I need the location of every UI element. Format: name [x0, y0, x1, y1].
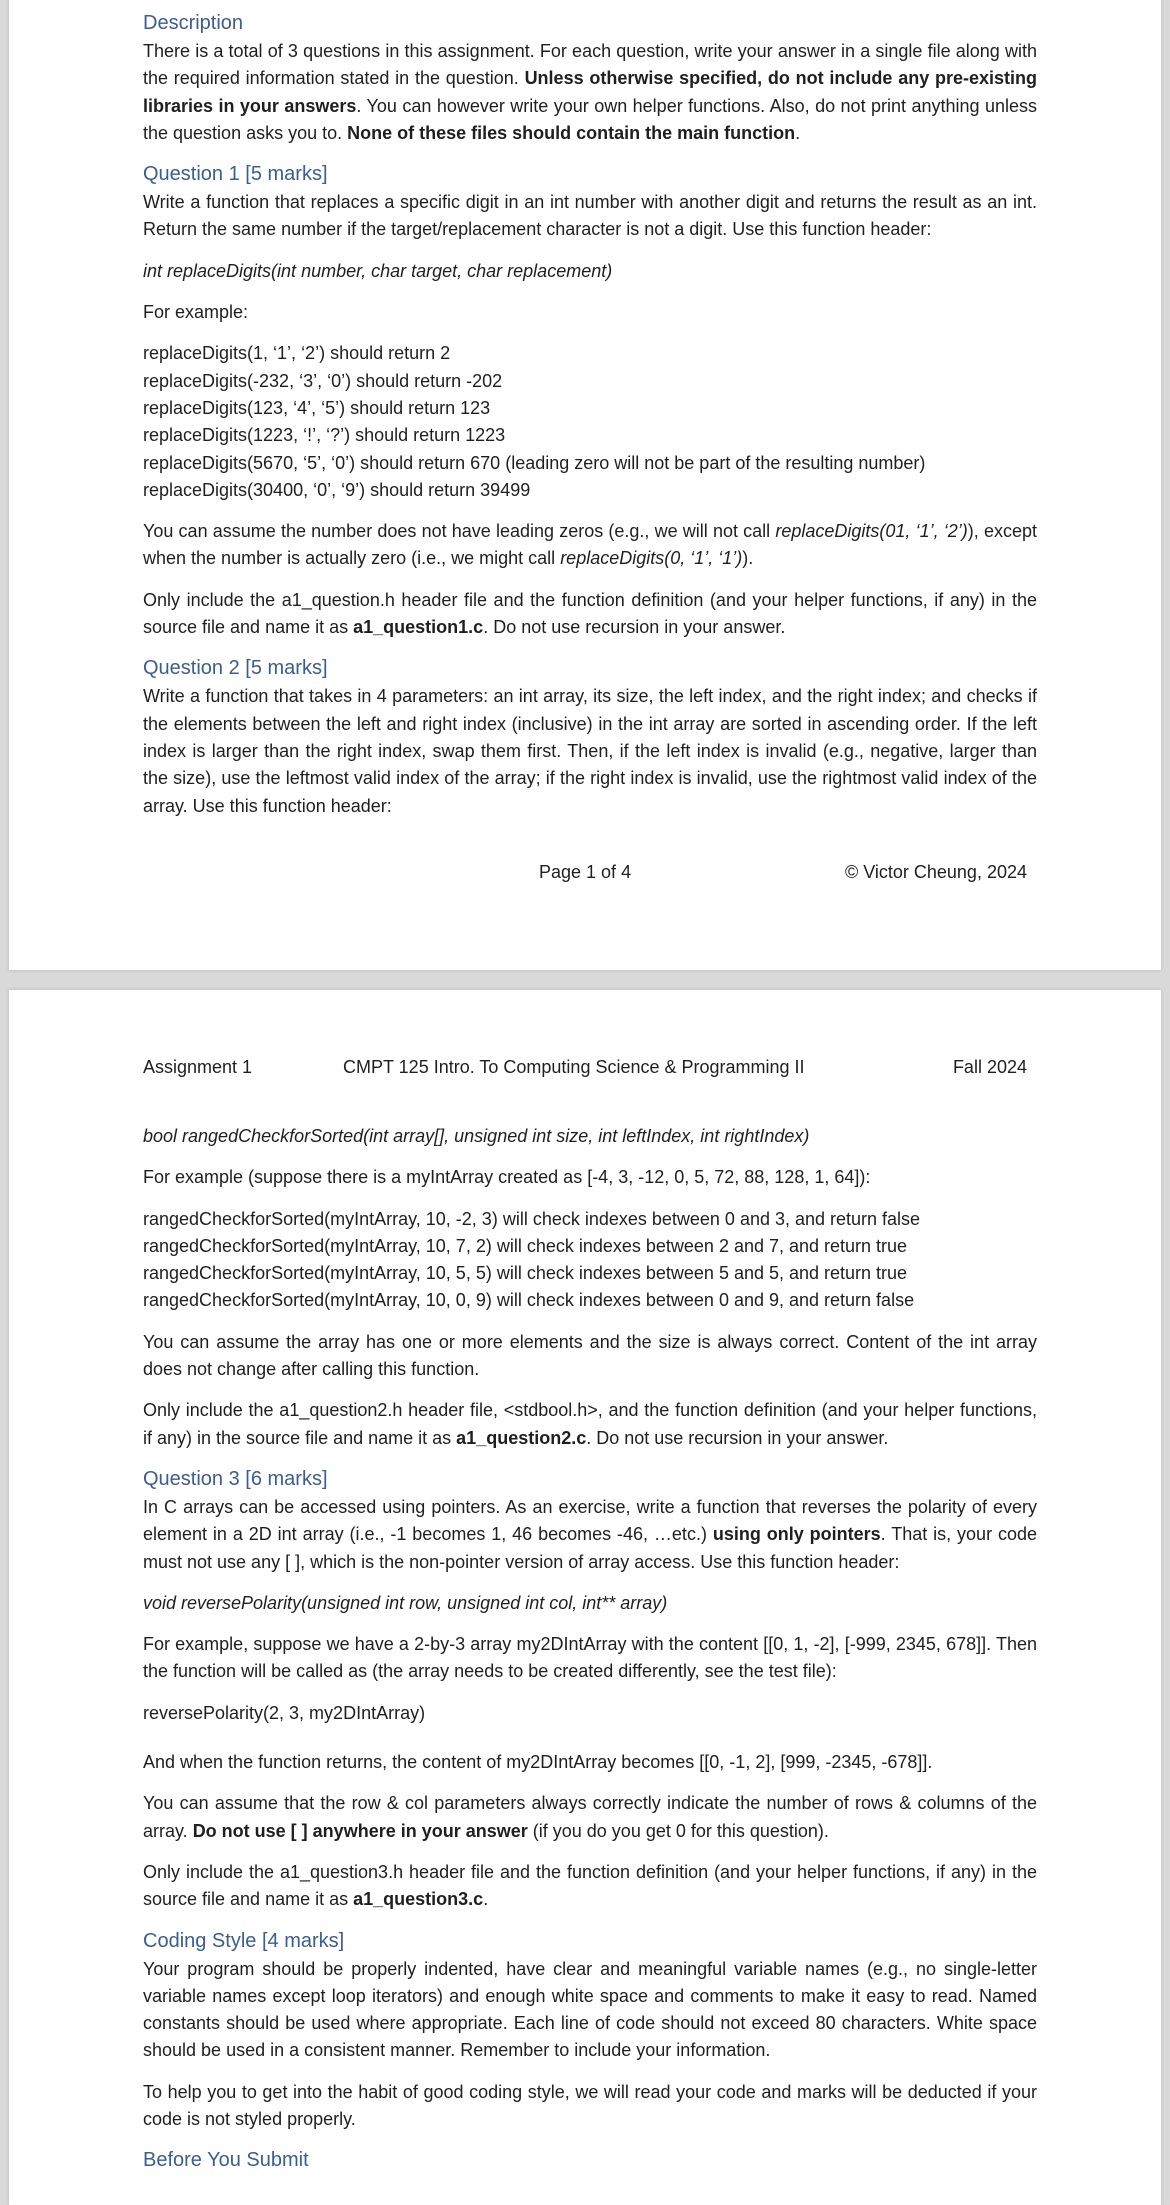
- example-line: rangedCheckforSorted(myIntArray, 10, -2, 3) will check indexes between 0 and 3, and return false: [143, 1208, 921, 1229]
- question-1-examples: [143, 340, 1037, 504]
- question-3-result: And when the function returns, the content of my2DIntArray becomes [[0, -1, 2], [999, -2345, -678]].: [143, 1752, 933, 1773]
- document-page-1: [9, 0, 1161, 970]
- question-3-assumption: You can assume that the row & col parameters always correctly indicate the number of rows & columns of the array. Do not use [ ] anywhere in your answer (if you do you get 0 for this question).: [143, 1793, 1037, 1841]
- example-line: replaceDigits(123, ‘4’, ‘5’) should return 123: [143, 397, 491, 418]
- example-line: replaceDigits(1223, ‘!’, ‘?’) should return 1223: [143, 425, 506, 446]
- header-term: Fall 2024: [952, 1057, 1027, 1077]
- example-line: rangedCheckforSorted(myIntArray, 10, 0, 9) will check indexes between 0 and 9, and return false: [143, 1290, 915, 1311]
- question-3-heading: Question 3 [6 marks]: [143, 1467, 328, 1490]
- example-line: rangedCheckforSorted(myIntArray, 10, 5, 5) will check indexes between 5 and 5, and return true: [143, 1263, 908, 1284]
- question-1-function-header: int replaceDigits(int number, char target, char replacement): [143, 260, 613, 281]
- question-3-paragraph: In C arrays can be accessed using pointers. As an exercise, write a function that reverses the polarity of every element in a 2D int array (i.e., -1 becomes 1, 46 becomes -46, …etc.) using only pointers. That is, your code must not use any [ ], which is the non-pointer version of array access. Use this function header:: [143, 1496, 1037, 1572]
- example-line: replaceDigits(-232, ‘3’, ‘0’) should return -202: [143, 370, 503, 391]
- page-2-content: [143, 1123, 1037, 2175]
- coding-style-heading: Coding Style [4 marks]: [143, 1929, 345, 1952]
- question-3-call: reversePolarity(2, 3, my2DIntArray): [143, 1702, 426, 1723]
- description-paragraph: There is a total of 3 questions in this assignment. For each question, write your answer in a single file along with the required information stated in the question. Unless otherwise specified, do not include any pre-existing libraries in your answers. You can however write your own helper functions. Also, do not print anything unless the question asks you to. None of these files should contain the main function.: [143, 41, 1037, 143]
- page-number: Page 1 of 4: [539, 862, 632, 882]
- example-line: rangedCheckforSorted(myIntArray, 10, 7, 2) will check indexes between 2 and 7, and return true: [143, 1235, 908, 1256]
- header-assignment: Assignment 1: [143, 1057, 253, 1077]
- question-2-paragraph: Write a function that takes in 4 parameters: an int array, its size, the left index, and the right index; and checks if the elements between the left and right index (inclusive) in the int array are sorted in ascending order. If the left index is larger than the right index, swap them first. Then, if the left index is invalid (e.g., negative, larger than the size), use the leftmost valid index of the array; if the right index is invalid, use the rightmost valid index of the array. Use this function header:: [143, 686, 1037, 816]
- copyright-notice: © Victor Cheung, 2024: [844, 862, 1027, 882]
- question-1-include-note: Only include the a1_question.h header file and the function definition (and your helper functions, if any) in the source file and name it as a1_question1.c. Do not use recursion in your answer.: [143, 589, 1037, 638]
- question-1-for-example: For example:: [143, 302, 249, 323]
- question-2-heading: Question 2 [5 marks]: [143, 657, 328, 680]
- before-you-submit-heading: Before You Submit: [143, 2149, 309, 2172]
- question-2-assumption: You can assume the array has one or more elements and the size is always correct. Content of the int array does not change after calling this function.: [143, 1331, 1037, 1380]
- coding-style-paragraph: Your program should be properly indented, have clear and meaningful variable names (e.g., no single-letter variable names except loop iterators) and enough white space and comments to make it easy to read. Named constants should be used where appropriate. Each line of code should not exceed 80 characters. White space should be used in a consistent manner. Remember to include your information.: [143, 1958, 1037, 2061]
- document-page-2: [9, 990, 1161, 2205]
- header-course: CMPT 125 Intro. To Computing Science & Programming II: [343, 1057, 805, 1077]
- question-1-assumption: You can assume the number does not have leading zeros (e.g., we will not call replaceDigits(01, ‘1’, ‘2’)), except when the number is actually zero (i.e., we might call replaceDigits(0, ‘1’, ‘1’)).: [143, 521, 1038, 569]
- question-1-heading: Question 1 [5 marks]: [143, 163, 328, 186]
- question-3-example: For example, suppose we have a 2-by-3 array my2DIntArray with the content [[0, 1, -2], [-999, 2345, 678]]. Then the function will be called as (the array needs to be created differently, see the test file):: [143, 1634, 1037, 1682]
- page-1-content: [143, 10, 1037, 834]
- example-line: replaceDigits(1, ‘1’, ‘2’) should return 2: [143, 343, 451, 364]
- question-3-function-header: void reversePolarity(unsigned int row, unsigned int col, int** array): [143, 1592, 668, 1613]
- example-line: replaceDigits(5670, ‘5’, ‘0’) should return 670 (leading zero will not be part of the resulting number): [143, 452, 926, 473]
- question-3-include-note: Only include the a1_question3.h header file and the function definition (and your helper functions, if any) in the source file and name it as a1_question3.c.: [143, 1861, 1037, 1910]
- description-heading: Description: [143, 12, 244, 34]
- example-line: replaceDigits(30400, ‘0’, ‘9’) should return 39499: [143, 479, 531, 500]
- question-2-function-header: bool rangedCheckforSorted(int array[], unsigned int size, int leftIndex, int rightIndex): [143, 1126, 810, 1146]
- question-2-include-note: Only include the a1_question2.h header file, <stdbool.h>, and the function definition (and your helper functions, if any) in the source file and name it as a1_question2.c. Do not use recursion in your answer.: [143, 1400, 1037, 1448]
- question-2-for-example: For example (suppose there is a myIntArray created as [-4, 3, -12, 0, 5, 72, 88, 128, 1, 64]):: [143, 1167, 871, 1188]
- coding-style-note: To help you to get into the habit of good coding style, we will read your code and marks will be deducted if your code is not styled properly.: [143, 2081, 1037, 2130]
- question-1-paragraph: Write a function that replaces a specific digit in an int number with another digit and returns the result as an int. Return the same number if the target/replacement character is not a digit. Use this function header:: [143, 192, 1037, 240]
- question-2-examples: [143, 1206, 1037, 1315]
